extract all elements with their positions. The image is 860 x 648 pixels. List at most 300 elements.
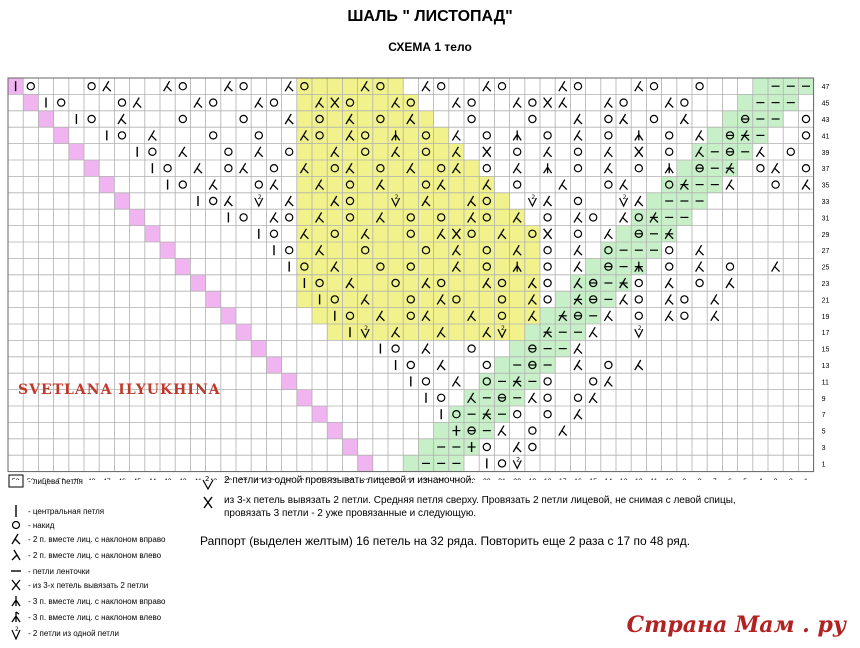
chart-cell-fill [434,291,449,307]
chart-cell-fill [297,291,312,307]
tape-cell-fill [540,308,555,324]
chart-cell-fill [342,226,357,242]
yarn-over-symbol [605,181,612,188]
chart-cell-fill [358,94,373,110]
chart-cell-fill [449,144,464,160]
chart-cell-fill [388,111,403,127]
svg-text:2: 2 [516,456,521,464]
column-label [559,479,567,480]
decrease-symbol [620,180,628,190]
decrease-symbol [665,294,673,304]
yarn-over-symbol [574,197,581,204]
yarn-over-symbol [270,230,277,237]
decrease-symbol [224,196,232,206]
chart-cell-fill [312,406,327,422]
yarn-over-symbol [696,83,703,90]
yarn-over-symbol [483,361,490,368]
chart-cell-fill [403,275,418,291]
tape-cell-fill [525,324,540,340]
chart-cell-fill [418,111,433,127]
chart-cell-fill [403,144,418,160]
decrease-symbol [270,212,278,222]
chart-cell-fill [464,209,479,225]
chart-cell-fill [388,160,403,176]
row-label: 29 [821,231,830,239]
legend-label: - 2 п. вместе лиц. с наклоном влево [28,550,162,560]
chart-cell-fill [403,209,418,225]
yarn-over-symbol [58,99,65,106]
decrease-symbol [103,81,111,91]
chart-cell-fill [297,209,312,225]
yarn-over-symbol [498,83,505,90]
column-label [118,479,126,480]
chart-cell-fill [403,160,418,176]
yarn-over-symbol [620,99,627,106]
chart-cell-fill [388,324,403,340]
chart-cell-fill [327,324,342,340]
chart-cell-fill [327,226,342,242]
yarn-over-symbol [270,165,277,172]
tape-cell-fill [662,176,677,192]
chart-cell-fill [434,258,449,274]
yarn-over-symbol [255,132,262,139]
chart-cell-fill [327,258,342,274]
column-label [133,479,141,480]
chart-cell-fill [373,111,388,127]
k3tog-symbol [513,130,521,140]
chart-cell-fill [449,242,464,258]
tape-cell-fill [464,390,479,406]
chart-cell-fill [494,308,509,324]
decrease-symbol [255,147,263,157]
chart-cell-fill [373,193,388,209]
x-symbol [483,147,491,157]
yarn-over-symbol [650,83,657,90]
svg-text:2: 2 [257,194,262,201]
yarn-over-symbol [605,132,612,139]
decrease-symbol [574,245,582,255]
pink-bar-icon [6,504,26,518]
decrease-symbol [422,81,430,91]
chart-cell-fill [130,209,145,225]
chart-cell-fill [494,226,509,242]
x-symbol [544,98,552,108]
chart-cell-fill [38,111,53,127]
svg-text:2: 2 [205,475,210,483]
chart-cell-fill [54,127,69,143]
row-label: 39 [821,149,830,157]
tape-cell-fill [434,422,449,438]
chart-cell-fill [464,291,479,307]
decrease-symbol [559,98,567,108]
chart-cell-fill [206,291,221,307]
chart-cell-fill [464,242,479,258]
chart-cell-fill [327,111,342,127]
legend-label: - накид [28,520,55,530]
x-mark-icon [6,578,26,592]
chart-cell-fill [312,226,327,242]
chart-cell-fill [297,160,312,176]
decrease-symbol [620,294,628,304]
row-label: 31 [821,215,830,223]
chart-cell-fill [327,422,342,438]
tape-cell-fill [677,160,692,176]
yarn-over-symbol [666,132,673,139]
chart-cell-fill [403,324,418,340]
svg-text:2: 2 [364,325,369,333]
chart-cell-fill [434,324,449,340]
watermark-signature: SVETLANA ILYUKHINA [18,382,221,398]
decrease-symbol [574,360,582,370]
row-label: 37 [821,166,830,174]
yarn-over-symbol [544,378,551,385]
column-label [498,479,506,480]
chart-cell-fill [494,258,509,274]
chart-cell-fill [494,193,509,209]
two-from-one-symbol [528,194,536,206]
chart-cell-fill [312,160,327,176]
chart-cell-fill [84,160,99,176]
row-label: 35 [821,182,830,190]
decrease-symbol [513,163,521,173]
note-text: 2 петли из одной провязывать лицевой и изнаночной. [224,475,475,486]
row-label: 45 [821,100,830,108]
tape-cell-fill [753,78,768,94]
chart-cell-fill [418,291,433,307]
two-from-one-symbol [255,194,263,206]
row-label: 33 [821,199,830,206]
yarn-over-symbol [438,83,445,90]
decrease-symbol [756,147,764,157]
decrease-symbol [559,426,567,436]
decrease-symbol [604,163,612,173]
svg-text:2: 2 [501,325,505,333]
row-label: 11 [821,379,829,387]
yarn-over-symbol [392,345,399,352]
row-label: 17 [821,330,830,338]
chart-cell-fill [312,258,327,274]
k3tog-symbol [544,163,552,173]
chart-cell-fill [418,242,433,258]
decrease-symbol [544,147,552,157]
tape-cell-fill [631,209,646,225]
chart-cell-fill [327,127,342,143]
decrease-symbol [696,262,704,272]
chart-cell-fill [388,176,403,192]
chart-cell-fill [236,324,251,340]
yarn-over-symbol [27,83,34,90]
decrease-symbol [772,262,780,272]
column-label [665,479,673,480]
yarn-over-symbol [422,378,429,385]
decrease-symbol [513,442,521,452]
chart-cell-fill [479,275,494,291]
chart-cell-fill [358,176,373,192]
yarn-over-symbol [407,361,414,368]
chart-cell-fill [297,176,312,192]
chart-cell-fill [358,242,373,258]
decrease-symbol [604,376,612,386]
yarn-over-symbol [514,411,521,418]
decrease-symbol [452,376,460,386]
k3tog-right-lean-icon [6,594,26,608]
yarn-over-symbol [118,132,125,139]
chart-cell-fill [449,291,464,307]
legend-label: - 3 п. вместе лиц. с наклоном вправо [28,596,166,606]
legend-item [6,610,161,624]
chart-cell-fill [342,193,357,209]
chart-cell-fill [434,127,449,143]
tape-cell-fill [449,406,464,422]
yarn-over-symbol [483,443,490,450]
chart-cell-fill [297,390,312,406]
yarn-over-symbol [240,83,247,90]
yarn-over-symbol [498,460,505,467]
yarn-over-symbol [802,115,809,122]
chart-cell-fill [190,275,205,291]
decrease-symbol [513,98,521,108]
chart-cell-fill [175,258,190,274]
chart-cell-fill [312,308,327,324]
decrease-symbol [285,81,293,91]
yarn-over-symbol [802,165,809,172]
yarn-over-symbol [286,148,293,155]
yarn-over-symbol [225,148,232,155]
chart-cell-fill [342,127,357,143]
row-label: 5 [821,428,826,436]
chart-cell-fill [388,144,403,160]
chart-cell-fill [418,275,433,291]
decrease-symbol [711,294,719,304]
column-label [589,479,597,480]
rapport-text: Раппорт (выделен желтым) 16 петель на 32 ряда. Повторить еще 2 раза с 17 по 48 ряд. [200,534,691,548]
chart-cell-fill [418,176,433,192]
chart-cell-fill [373,258,388,274]
yarn-over-symbol [605,115,612,122]
yarn-over-symbol [544,296,551,303]
chart-cell-fill [358,226,373,242]
svg-text:2: 2 [394,194,399,201]
chart-cell-fill [297,78,312,94]
chart-cell-fill [388,242,403,258]
chart-cell-fill [403,308,418,324]
legend-item [6,594,165,608]
chart-cell-fill [297,111,312,127]
chart-cell-fill [403,127,418,143]
svg-text:2: 2 [622,194,627,201]
svg-text:2: 2 [531,194,536,201]
legend-item [6,474,83,488]
row-label: 21 [821,297,830,305]
decrease-symbol [452,130,460,140]
decrease-symbol [255,98,263,108]
chart-cell-fill [434,209,449,225]
yarn-over-symbol [574,394,581,401]
decrease-symbol [133,98,141,108]
chart-cell-fill [342,78,357,94]
chart-cell-fill [373,324,388,340]
note-text: из 3-х петель вывязать 2 петли. Средняя петля сверху. Провязать 2 петли лицевой, не снимая с левой спицы, провязать 3 петли - 2 уже провязанные и следующую. [224,495,736,519]
chart-cell-fill [479,258,494,274]
yarn-over-symbol [255,181,262,188]
row-label: 13 [821,363,830,370]
yarn-over-symbol [681,99,688,106]
chart-cell-fill [449,176,464,192]
yarn-over-symbol [605,361,612,368]
decrease-symbol [437,360,445,370]
decrease-symbol [574,262,582,272]
yarn-over-symbol [666,263,673,270]
chart-cell-fill [403,94,418,110]
yarn-over-symbol [681,312,688,319]
column-label [513,479,521,480]
chart-cell-fill [342,291,357,307]
yarn-over-symbol [468,99,475,106]
chart-cell-fill [312,193,327,209]
decrease-symbol [726,180,734,190]
chart-cell-fill [418,144,433,160]
chart-cell-fill [327,144,342,160]
legend-item [6,548,161,562]
chart-cell-fill [312,242,327,258]
yarn-over-symbol [544,132,551,139]
chart-cell-fill [358,144,373,160]
legend-label: - лицева петля [28,476,83,486]
yarn-over-symbol [590,378,597,385]
tape-cell-fill [586,258,601,274]
row-label: 41 [821,133,830,141]
decrease-symbol [194,163,202,173]
chart-cell-fill [525,308,540,324]
tape-cell-fill [692,144,707,160]
chart-cell-fill [266,357,281,373]
chart-cell-fill [479,308,494,324]
two-from-one-symbol [513,456,521,468]
yarn-over-symbol [635,279,642,286]
decrease-symbol [604,229,612,239]
yarn-over-symbol [88,83,95,90]
chart-cell-fill [510,242,525,258]
decrease-symbol [559,81,567,91]
tape-cell-fill [494,357,509,373]
column-label [529,479,537,480]
decrease-symbol [696,245,704,255]
chart-cell-fill [494,275,509,291]
row-label: 27 [821,248,830,256]
yarn-over-symbol [514,181,521,188]
chart-cell-fill [510,275,525,291]
svg-text:2: 2 [637,325,642,333]
decrease-symbol [285,196,293,206]
column-label [164,479,172,480]
yarn-over-symbol [544,214,551,221]
x-mark-icon [198,494,218,510]
chart-cell-fill [434,160,449,176]
yarn-over-symbol [696,279,703,286]
decrease-symbol [680,114,688,124]
chart-cell-fill [327,275,342,291]
chart-cell-fill [373,291,388,307]
yarn-over-symbol [666,148,673,155]
decrease-symbol [118,114,126,124]
decrease-symbol [285,114,293,124]
row-label: 1 [821,461,826,469]
svg-text:2: 2 [15,626,19,633]
yarn-over-symbol [225,165,232,172]
column-label [88,479,96,480]
legend-item [6,626,119,640]
chart-cell-fill [358,127,373,143]
page-subtitle: СХЕМА 1 тело [388,40,472,54]
legend-item [6,518,54,532]
legend-label: - 2 петли из одной петли [28,628,119,638]
chart-cell-fill [418,324,433,340]
legend-item [6,532,165,546]
legend-label: - 3 п. вместе лиц. с наклоном влево [28,612,162,622]
decrease-symbol [452,98,460,108]
chart-cell-fill [297,242,312,258]
chart-cell-fill [342,176,357,192]
chart-cell-fill [342,242,357,258]
chart-cell-fill [434,275,449,291]
tape-cell-fill [646,193,661,209]
yarn-over-symbol [544,411,551,418]
chart-cell-fill [358,111,373,127]
decrease-symbol [224,81,232,91]
decrease-symbol [696,130,704,140]
chart-cell-fill [358,78,373,94]
chart-cell-fill [358,308,373,324]
tape-cell-fill [601,242,616,258]
chart-cell-fill [297,94,312,110]
chart-cell-fill [373,94,388,110]
chart-cell-fill [434,242,449,258]
k2tog-right-lean-icon [6,532,26,546]
chart-cell-fill [479,291,494,307]
chart-cell-fill [449,160,464,176]
yarn-over-symbol [468,115,475,122]
row-label: 23 [821,281,830,288]
chart-cell-fill [342,160,357,176]
yarn-over-symbol [529,99,536,106]
chart-cell-fill [297,226,312,242]
chart-cell-fill [373,275,388,291]
yarn-over-circle-icon [6,518,26,532]
column-label [789,479,793,480]
yarn-over-symbol [544,394,551,401]
chart-cell-fill [358,455,373,471]
yarn-over-symbol [574,148,581,155]
chart-cell-fill [494,291,509,307]
chart-cell-fill [464,258,479,274]
chart-cell-fill [358,291,373,307]
chart-cell-fill [342,111,357,127]
decrease-symbol [544,196,552,206]
decrease-symbol [574,344,582,354]
decrease-symbol [422,344,430,354]
column-label [713,479,717,480]
yarn-over-symbol [514,148,521,155]
k3tog-symbol [635,130,643,140]
yarn-over-symbol [529,427,536,434]
chart-cell-fill [327,78,342,94]
legend-item [6,504,104,518]
decrease-symbol [665,311,673,321]
chart-cell-fill [449,324,464,340]
two-from-one-icon [198,474,218,490]
row-label: 43 [821,117,830,124]
decrease-symbol [194,98,202,108]
